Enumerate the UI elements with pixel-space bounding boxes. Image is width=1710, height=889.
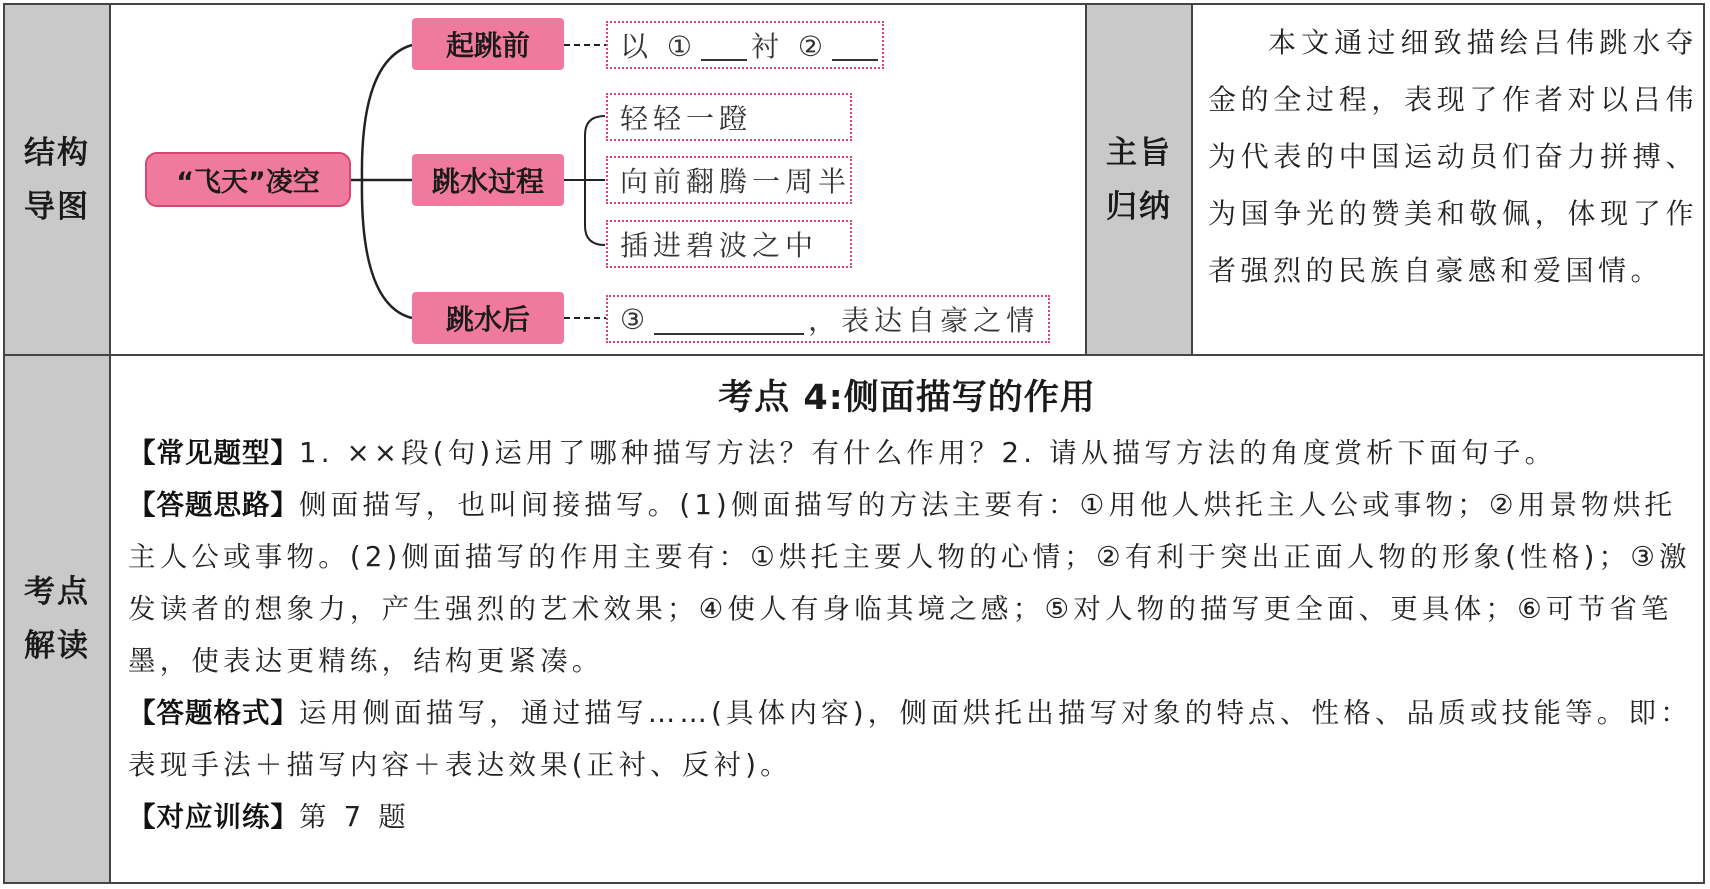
question-types-tag: 【常见题型】 (128, 437, 299, 469)
summary-label-cell (1087, 5, 1191, 354)
leaf-process-3 (606, 220, 852, 268)
practice-text: 第 7 题 (299, 801, 410, 833)
answer-format-text: 运用侧面描写，通过描写……(具体内容)，侧面烘托出描写对象的特点、性格、品质或技能等。即：表现手法＋描写内容＋表达效果(正衬、反衬)。 (128, 697, 1692, 781)
divider-line (109, 356, 111, 882)
answer-format-paragraph (128, 687, 1696, 791)
question-types-text: 1. ××段(句)运用了哪种描写方法？有什么作用？2. 请从描写方法的角度赏析下面句子。 (299, 437, 1557, 469)
keypoint-label (22, 565, 92, 673)
summary-label (1104, 126, 1174, 234)
answer-blank-2 (832, 29, 878, 61)
branch-after-jump: 跳水后 (412, 292, 564, 344)
answer-blank-1 (701, 29, 747, 61)
leaf-text: 衬 ② (751, 30, 829, 63)
root-node: “飞天”凌空 (145, 152, 351, 207)
leaf-text: 插进碧波之中 (620, 229, 819, 262)
summary-label-line-1: 主旨 (1106, 134, 1172, 171)
keypoint-label-cell (5, 356, 109, 882)
leaf-after-jump (606, 295, 1050, 343)
branch-jumping-process: 跳水过程 (412, 154, 564, 206)
branch-brace (362, 45, 412, 318)
keypoint-label-line-1: 考点 (24, 574, 90, 610)
leaf-text: 向前翻腾一周半 (620, 165, 852, 198)
answer-approach-tag: 【答题思路】 (128, 489, 299, 521)
keypoint-label-line-2: 解读 (24, 628, 90, 664)
structure-label-line-1: 结构 (24, 134, 90, 171)
divider-line (1191, 5, 1193, 354)
branch-before-jump: 起跳前 (412, 18, 564, 70)
summary-text: 本文通过细致描绘吕伟跳水夺金的全过程，表现了作者对以吕伟为代表的中国运动员们奋力拼搏、为国争光的赞美和敬佩，体现了作者强烈的民族自豪感和爱国情。 (1208, 26, 1698, 287)
answer-approach-text: 侧面描写，也叫间接描写。(1)侧面描写的方法主要有：①用他人烘托主人公或事物；②用景物烘托主人公或事物。(2)侧面描写的作用主要有：①烘托主要人物的心情；②有利于突出正面人物的形象(性格)；③激发读者的想象力，产生强烈的艺术效果；④使人有身临其境之感；⑤对人物的描写更全面、更具体；⑥可节省笔墨，使表达更精练，结构更紧凑。 (128, 489, 1691, 677)
leaf-text: ，表达自豪之情 (808, 304, 1040, 337)
leaf-before-jump (606, 21, 884, 69)
leaf-process-2 (606, 156, 852, 204)
keypoint-title: 考点 4:侧面描写的作用 (718, 378, 1096, 418)
summary-label-line-2: 归纳 (1106, 188, 1172, 225)
question-types-paragraph (128, 427, 1696, 479)
keypoint-body (128, 427, 1696, 843)
answer-format-tag: 【答题格式】 (128, 697, 299, 729)
structure-label-line-2: 导图 (24, 188, 90, 225)
answer-blank-3 (654, 303, 804, 335)
leaf-process-1 (606, 93, 852, 141)
leaf-text: ③ (620, 302, 651, 336)
practice-tag: 【对应训练】 (128, 801, 299, 833)
leaf-text: 以 ① (620, 30, 698, 63)
practice-paragraph (128, 791, 1696, 843)
answer-approach-paragraph (128, 479, 1696, 687)
leaf-text: 轻轻一蹬 (620, 102, 753, 135)
